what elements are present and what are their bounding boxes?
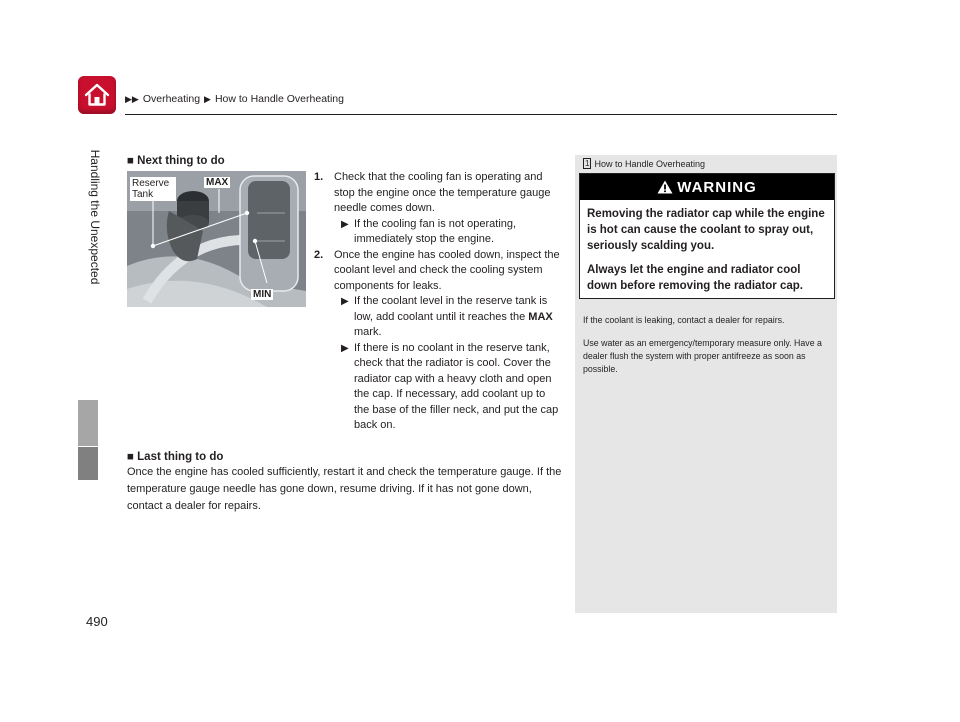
label-reserve-tank: Reserve Tank xyxy=(130,177,176,201)
step-1-subs xyxy=(312,217,562,248)
triangle-arrow-icon: ▶ xyxy=(341,296,349,307)
triangle-arrow-icon: ▶ xyxy=(341,342,349,354)
step-2-subs xyxy=(312,294,562,434)
next-heading: ■ Next thing to do xyxy=(127,155,225,167)
warning-text: Removing the radiator cap while the engine is hot can cause the coolant to spray out, seriously scalding you. Always let the engine and radiator cool down before removing the radiator cap. xyxy=(587,208,825,292)
breadcrumb-link-overheating[interactable]: Overheating xyxy=(142,93,201,105)
last-heading: ■ Last thing to do xyxy=(127,451,224,463)
section-square-icon: ■ xyxy=(127,451,134,463)
reserve-tank-photo xyxy=(127,171,306,307)
sidebar-title: 1 How to Handle Overheating xyxy=(585,158,706,169)
sidebar-note-2: Use water as an emergency/temporary measure only. Have a dealer flush the system with proper antifreeze as soon as possible. xyxy=(583,338,822,374)
sidebar-note-1: If the coolant is leaking, contact a dealer for repairs. xyxy=(583,315,785,325)
section-square-icon: ■ xyxy=(127,155,134,167)
warning-box xyxy=(579,173,835,299)
step-2: 2. Once the engine has cooled down, inspect the coolant level and check the cooling system components for leaks. xyxy=(314,248,560,292)
breadcrumb-arrow-icon: ▶ xyxy=(204,93,211,104)
breadcrumb xyxy=(125,93,344,105)
triangle-arrow-icon: ▶ xyxy=(341,218,349,230)
side-tab-title: Handling the Unexpected xyxy=(88,149,102,285)
breadcrumb-current: How to Handle Overheating xyxy=(214,93,344,105)
warning-triangle-icon xyxy=(657,180,673,194)
steps-list xyxy=(312,170,562,434)
chapter-tab-current[interactable] xyxy=(78,447,98,480)
step-1: 1. Check that the cooling fan is operating and stop the engine once the temperature gauge needle comes down. xyxy=(314,171,551,214)
breadcrumb-arrow-icon: ▶▶ xyxy=(125,93,139,104)
home-button[interactable] xyxy=(78,76,116,114)
label-min: MIN xyxy=(253,289,272,300)
home-icon xyxy=(84,83,110,107)
step-2-sub-1: ▶ If the coolant level in the reserve tank is low, add coolant until it reaches the MAX mark. xyxy=(341,295,553,338)
header-rule xyxy=(125,114,837,115)
warning-header: WARNING xyxy=(580,174,834,200)
last-body: Once the engine has cooled sufficiently, restart it and check the temperature gauge. If the temperature gauge needle has gone down, resume driving. If it has not gone down, contact a dealer for repairs. xyxy=(127,466,562,512)
step-2-sub-2: ▶ If there is no coolant in the reserve tank, check that the radiator is cool. Cover the radiator cap with a heavy cloth and open the cap. If necessary, add coolant up to the base of the filler neck, and put the cap back on. xyxy=(341,341,559,431)
page-number: 490 xyxy=(86,614,108,629)
reference-number: 1 xyxy=(585,159,590,168)
chapter-tab-light[interactable] xyxy=(78,400,98,446)
label-max: MAX xyxy=(206,177,229,188)
step-1-sub-1: ▶ If the cooling fan is not operating, immediately stop the engine. xyxy=(341,217,517,245)
